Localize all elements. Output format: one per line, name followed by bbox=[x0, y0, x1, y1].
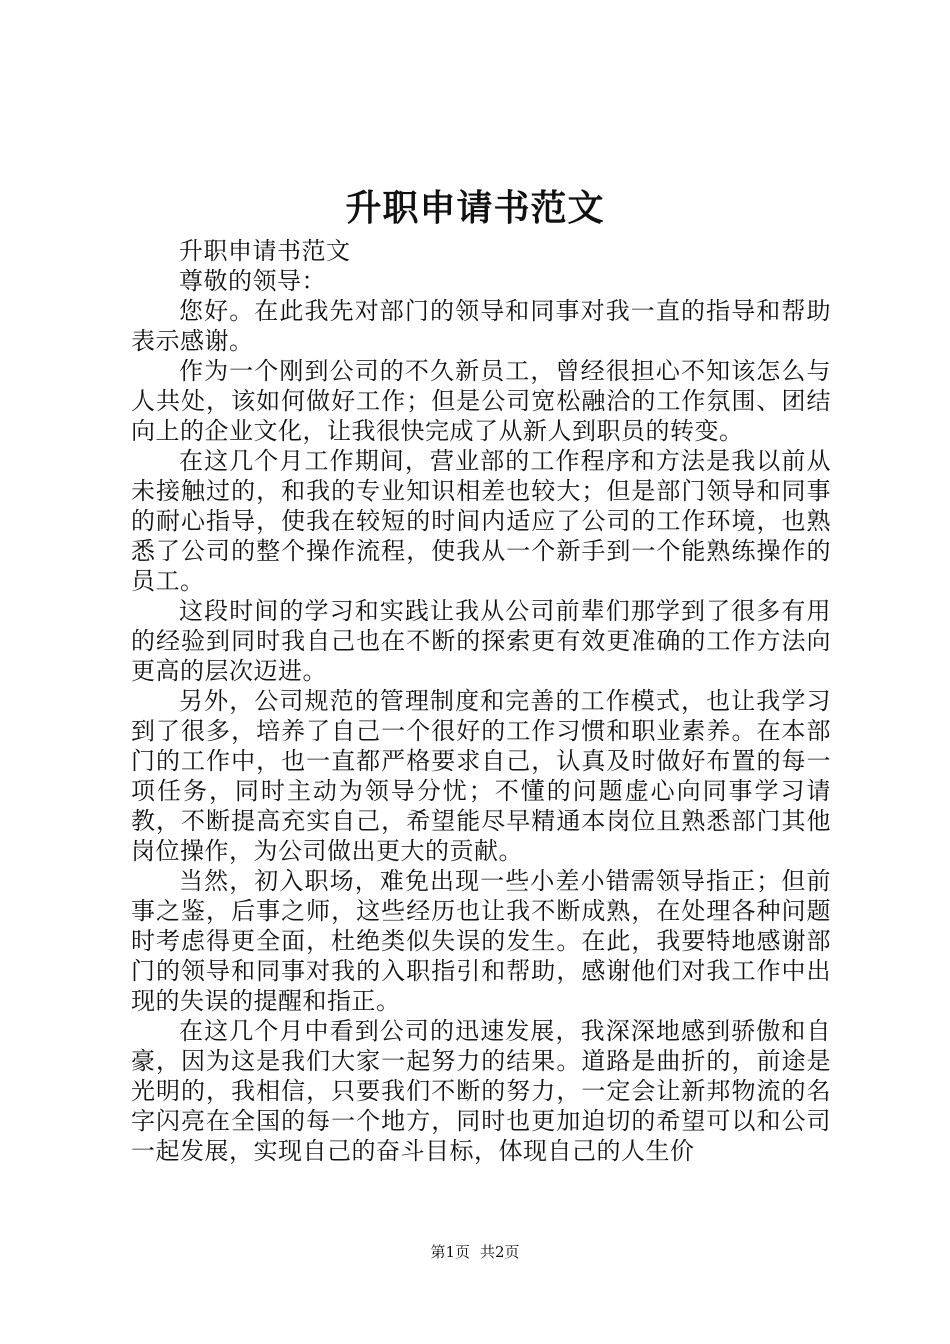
page-number: 第1页 bbox=[430, 1243, 470, 1261]
body-paragraph: 另外，公司规范的管理制度和完善的工作模式，也让我学习到了很多，培养了自己一个很好的工作习惯和职业素养。在本部门的工作中，也一直都严格要求自己，认真及时做好布置的每一项任务，同时主动为领导分忧；不懂的问题虚心向同事学习请教，不断提高充实自己，希望能尽早精通本岗位且熟悉部门其他岗位操作，为公司做出更大的贡献。 bbox=[131, 687, 831, 865]
body-paragraph-subtitle: 升职申请书范文 bbox=[179, 237, 351, 265]
body-paragraph: 当然，初入职场，难免出现一些小差小错需领导指正；但前事之鉴，后事之师，这些经历也让我不断成熟，在处理各种问题时考虑得更全面，杜绝类似失误的发生。在此，我要特地感谢部门的领导和同事对我的入职指引和帮助，感谢他们对我工作中出现的失误的提醒和指正。 bbox=[131, 867, 831, 1015]
body-paragraph: 在这几个月中看到公司的迅速发展，我深深地感到骄傲和自豪，因为这是我们大家一起努力的结果。道路是曲折的，前途是光明的，我相信，只要我们不断的努力，一定会让新邦物流的名字闪亮在全国的每一个地方，同时也更加迫切的希望可以和公司一起发展，实现自己的奋斗目标，体现自己的人生价 bbox=[131, 1017, 831, 1165]
document-body bbox=[131, 236, 831, 1166]
document-title: 升职申请书范文 bbox=[345, 187, 605, 229]
page-footer bbox=[0, 1241, 950, 1263]
body-paragraph-salutation: 尊敬的领导： bbox=[179, 267, 326, 295]
body-paragraph: 您好。在此我先对部门的领导和同事对我一直的指导和帮助表示感谢。 bbox=[131, 297, 831, 355]
body-paragraph: 这段时间的学习和实践让我从公司前辈们那学到了很多有用的经验到同时我自己也在不断的探索更有效更准确的工作方法向更高的层次迈进。 bbox=[131, 597, 831, 685]
body-paragraph: 作为一个刚到公司的不久新员工，曾经很担心不知该怎么与人共处，该如何做好工作；但是公司宽松融洽的工作氛围、团结向上的企业文化，让我很快完成了从新人到职员的转变。 bbox=[131, 357, 831, 445]
page-total: 共2页 bbox=[480, 1243, 520, 1261]
body-paragraph: 在这几个月工作期间，营业部的工作程序和方法是我以前从未接触过的，和我的专业知识相差也较大；但是部门领导和同事的耐心指导，使我在较短的时间内适应了公司的工作环境，也熟悉了公司的整个操作流程，使我从一个新手到一个能熟练操作的员工。 bbox=[131, 447, 831, 595]
